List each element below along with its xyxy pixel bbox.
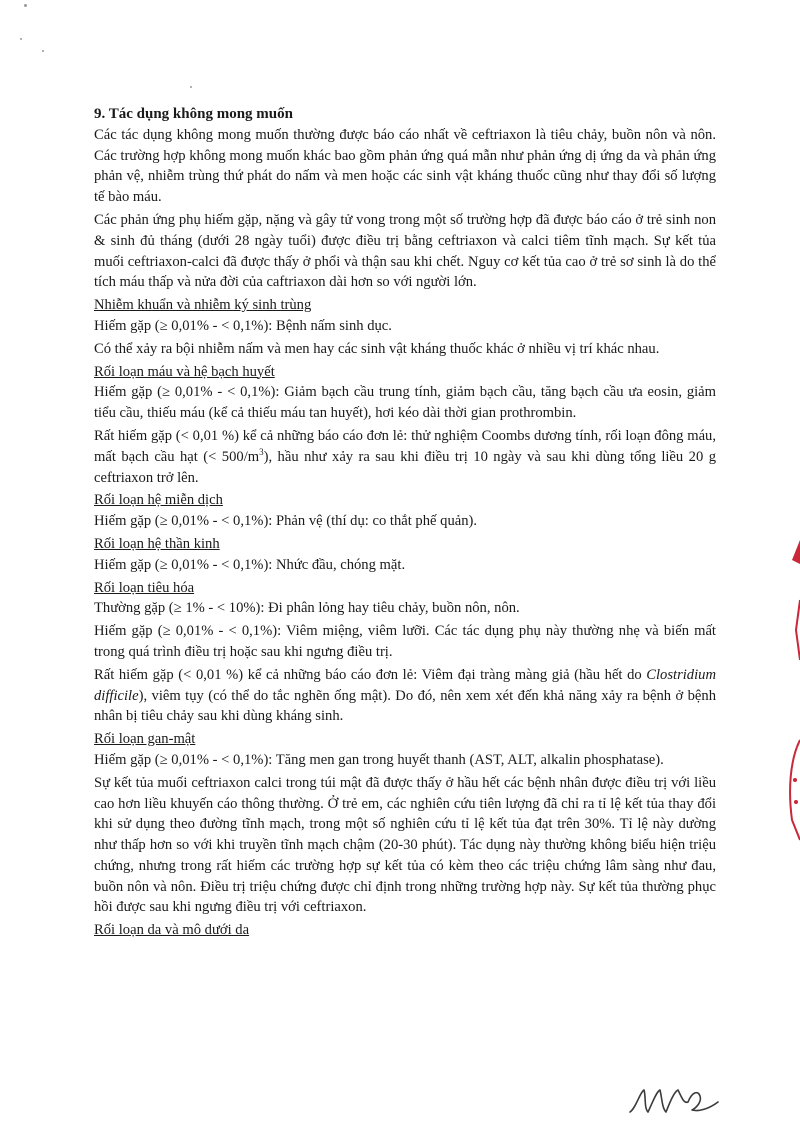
- document-page: [94, 104, 716, 941]
- blood-paragraph-2-part-a: Rất hiếm gặp (< 0,01 %) kể cả những báo cáo đơn lẻ: thử nghiệm Coombs dương tính, rối loạn đông máu, mất bạch cầu hạt (< 500/m: [94, 427, 716, 465]
- superscript-3: 3: [259, 446, 264, 457]
- subheading-nervous: Rối loạn hệ thần kinh: [94, 535, 220, 552]
- section-title: 9. Tác dụng không mong muốn: [94, 106, 293, 122]
- subheading-infections: Nhiễm khuẩn và nhiễm ký sinh trùng: [94, 297, 312, 314]
- digestive-paragraph-3: [94, 665, 716, 727]
- stamp-fragment-icon: [786, 540, 800, 860]
- blood-paragraph-2: [94, 426, 716, 488]
- bacteria-name: Clostridium difficile: [94, 666, 716, 704]
- subheading-liver: Rối loạn gan-mật: [94, 731, 196, 748]
- blood-paragraph-1: Hiếm gặp (≥ 0,01% - < 0,1%): Giảm bạch cầu trung tính, giảm bạch cầu, tăng bạch cầu ưa eosin, giảm tiểu cầu, thiếu máu (kể cả thiếu máu tan huyết), hơi kéo dài thời gian prothrombin.: [94, 384, 716, 422]
- digestive-paragraph-3-part-a: Rất hiếm gặp (< 0,01 %) kể cả những báo cáo đơn lẻ: Viêm đại tràng màng giả (hầu hết do: [94, 666, 647, 683]
- blood-paragraph-2-part-b: ), hầu như xảy ra sau khi điều trị 10 ngày và sau khi dùng tổng liều 20 g ceftriaxon trở lên.: [94, 448, 716, 486]
- scan-speck: [20, 38, 22, 40]
- subheading-digestive: Rối loạn tiêu hóa: [94, 579, 195, 596]
- scan-speck: [24, 4, 27, 7]
- digestive-paragraph-1: Thường gặp (≥ 1% - < 10%): Đi phân lỏng hay tiêu chảy, buồn nôn, nôn.: [94, 600, 520, 617]
- handwritten-initials-icon: [626, 1082, 736, 1122]
- intro-paragraph-1: Các tác dụng không mong muốn thường được báo cáo nhất về ceftriaxon là tiêu chảy, buồn nôn và nôn. Các trường hợp không mong muốn khác bao gồm phản ứng quá mẫn như phản ứng dị ứng da và phản ứng phản vệ, nhiễm trùng thứ phát do nấm và men hoặc các sinh vật kháng thuốc cũng như thay đổi số lượng tế bào máu.: [94, 126, 716, 206]
- nervous-paragraph-1: Hiếm gặp (≥ 0,01% - < 0,1%): Nhức đầu, chóng mặt.: [94, 556, 406, 573]
- subheading-blood: Rối loạn máu và hệ bạch huyết: [94, 363, 275, 380]
- infections-paragraph-2: Có thể xảy ra bội nhiễm nấm và men hay các sinh vật kháng thuốc khác ở nhiều vị trí khác nhau.: [94, 340, 660, 357]
- subheading-immune: Rối loạn hệ miễn dịch: [94, 492, 223, 509]
- subheading-skin: Rối loạn da và mô dưới da: [94, 922, 250, 939]
- scan-speck: [42, 50, 44, 52]
- immune-paragraph-1: Hiếm gặp (≥ 0,01% - < 0,1%): Phản vệ (thí dụ: co thắt phế quản).: [94, 513, 478, 530]
- scan-speck: [190, 86, 192, 88]
- liver-paragraph-1: Hiếm gặp (≥ 0,01% - < 0,1%): Tăng men gan trong huyết thanh (AST, ALT, alkalin phosphatase).: [94, 751, 664, 768]
- intro-paragraph-2: Các phản ứng phụ hiếm gặp, nặng và gây tử vong trong một số trường hợp đã được báo cáo ở trẻ sinh non & sinh đủ tháng (dưới 28 ngày tuổi) được điều trị bằng ceftriaxon và calci tiêm tĩnh mạch. Sự kết tủa muối ceftriaxon-calci đã được thấy ở phổi và thận sau khi chết. Nguy cơ kết tủa cao ở trẻ sơ sinh là do thể tích máu thấp và nửa đời của caftriaxon dài hơn so với người lớn.: [94, 211, 716, 291]
- digestive-paragraph-2: Hiếm gặp (≥ 0,01% - < 0,1%): Viêm miệng, viêm lưỡi. Các tác dụng phụ này thường nhẹ và biến mất trong quá trình điều trị hoặc sau khi ngưng điều trị.: [94, 623, 716, 660]
- liver-paragraph-2: Sự kết tủa muối ceftriaxon calci trong túi mật đã được thấy ở hầu hết các bệnh nhân được điều trị với liều cao hơn liều khuyến cáo thông thường. Ở trẻ em, các nghiên cứu tiên lượng đã chỉ ra tỉ lệ kết tủa thay đổi khi sử dụng theo đường tĩnh mạch, trong một số nghiên cứu tỉ lệ kết tủa đạt trên 30%. Tỉ lệ này dường như thấp hơn so với khi truyền tĩnh mạch chậm (20-30 phút). Tác dụng này thường không biểu hiện triệu chứng, nhưng trong rất hiếm các trường hợp sự kết tủa có kèm theo các triệu chứng lâm sàng như đau, buồn nôn và nôn. Điều trị triệu chứng được chỉ định trong những trường hợp này. Sự kết tủa thường phục hồi được sau khi ngưng điều trị với ceftriaxon.: [94, 774, 716, 916]
- digestive-paragraph-3-part-b: ), viêm tụy (có thể do tắc nghẽn ống mật). Do đó, nên xem xét đến khả năng xảy ra bệnh ở bệnh nhân bị tiêu chảy sau khi dùng kháng sinh.: [94, 687, 716, 725]
- infections-paragraph-1: Hiếm gặp (≥ 0,01% - < 0,1%): Bệnh nấm sinh dục.: [94, 317, 392, 334]
